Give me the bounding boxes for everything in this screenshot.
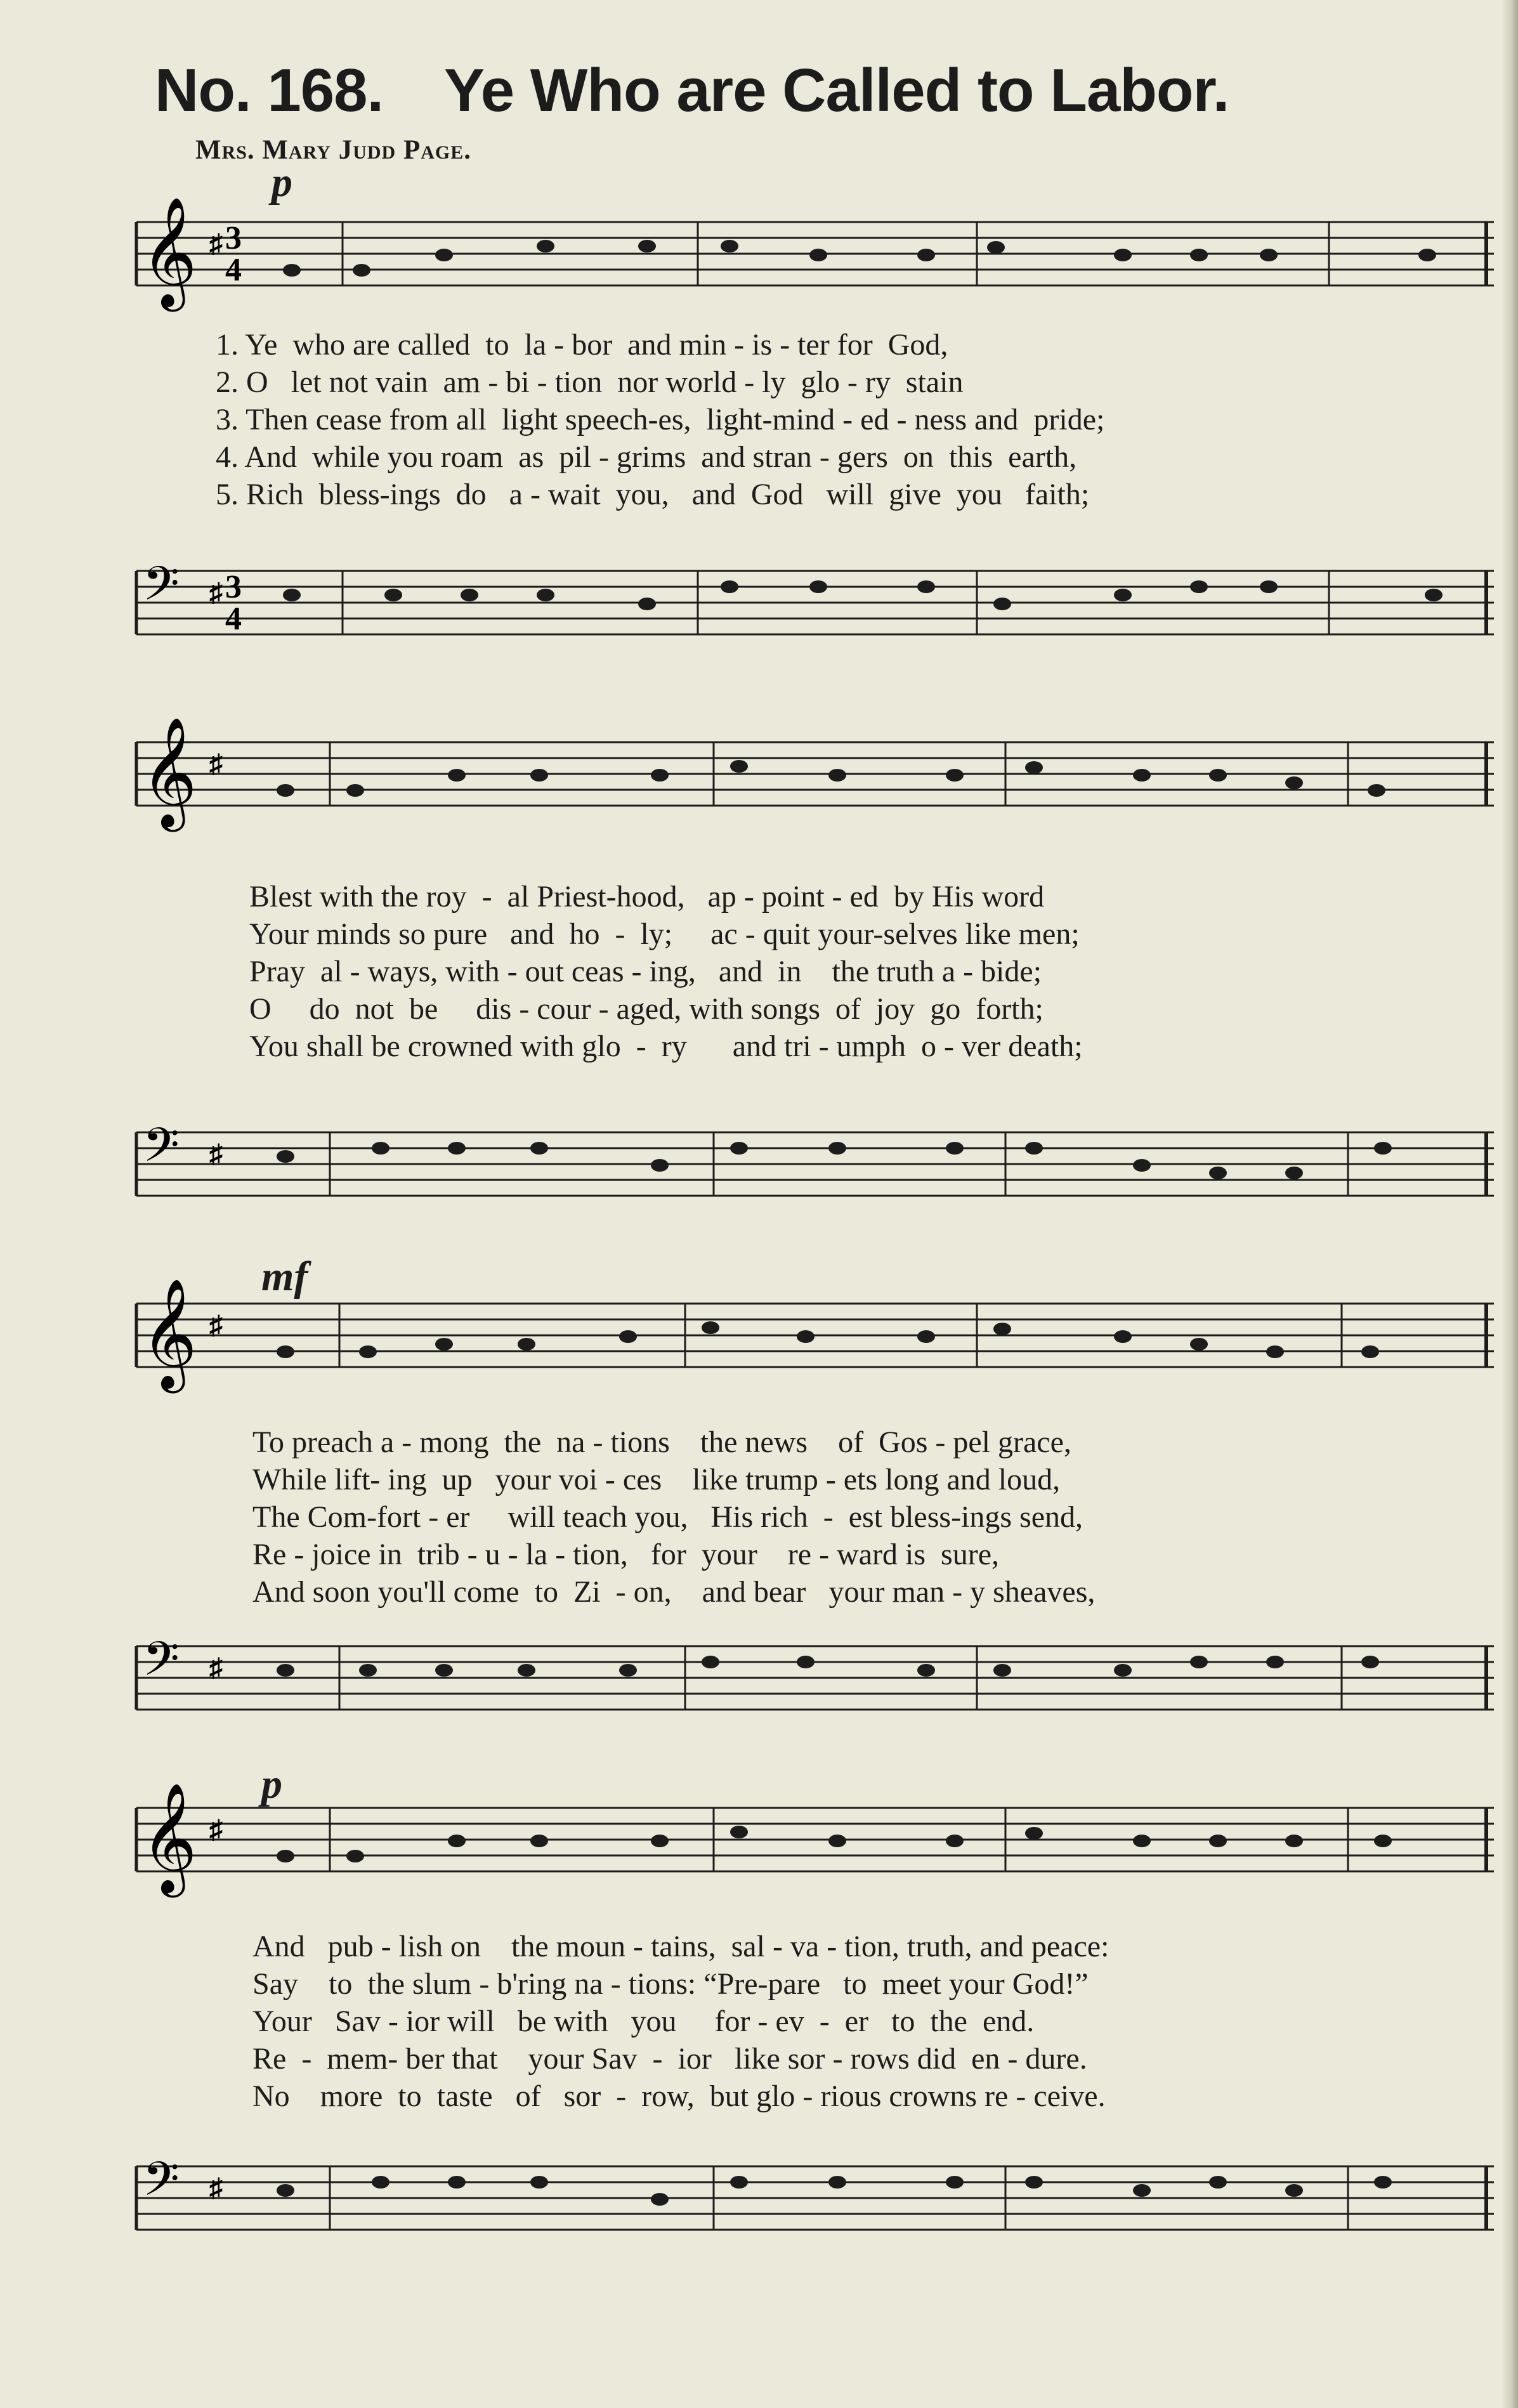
bass-staff-system-2 [0, 1120, 1518, 1215]
svg-text:♯: ♯ [209, 1140, 223, 1169]
svg-text:♯: ♯ [209, 1654, 223, 1683]
lyrics-system-2-verse-2: Your minds so pure and ho - ly; ac - quit your-selves like men; [249, 917, 1080, 951]
svg-text:𝄢: 𝄢 [143, 1118, 180, 1184]
svg-text:𝄞: 𝄞 [141, 1278, 197, 1389]
svg-text:3: 3 [225, 569, 242, 605]
lyrics-system-3-verse-2: While lift- ing up your voi - ces like trump - ets long and loud, [252, 1463, 1061, 1496]
lyrics-system-1-verse-2: 2. O let not vain am - bi - tion nor world - ly glo - ry stain [216, 365, 964, 399]
bass-staff-system-3 [0, 1633, 1518, 1729]
treble-staff-system-2 [0, 717, 1518, 827]
svg-text:4: 4 [225, 601, 242, 637]
svg-text:♯: ♯ [209, 1311, 223, 1340]
lyrics-system-1-verse-1: 1. Ye who are called to la - bor and min - is - ter for God, [216, 328, 948, 362]
svg-text:𝄞: 𝄞 [141, 1783, 197, 1893]
hymn-number: No. 168. [155, 56, 384, 124]
dynamic-marking-mezzo-forte: mf [261, 1253, 308, 1300]
svg-text:♯: ♯ [209, 750, 223, 779]
lyrics-system-2-verse-5: You shall be crowned with glo - ry and tri - umph o - ver death; [249, 1030, 1083, 1063]
svg-text:𝄢: 𝄢 [143, 2152, 180, 2218]
lyrics-system-3-verse-1: To preach a - mong the na - tions the news of Gos - pel grace, [252, 1425, 1071, 1459]
lyrics-system-2-verse-1: Blest with the roy - al Priest-hood, ap - point - ed by His word [249, 880, 1045, 913]
lyrics-system-3-verse-4: Re - joice in trib - u - la - tion, for your re - ward is sure, [252, 1538, 1000, 1571]
lyrics-system-4-verse-5: No more to taste of sor - row, but glo - rious crowns re - ceive. [252, 2079, 1106, 2113]
svg-text:♯: ♯ [209, 1816, 223, 1845]
dynamic-marking-piano: p [261, 1761, 282, 1807]
svg-text:𝄞: 𝄞 [141, 717, 197, 827]
lyrics-system-1-verse-5: 5. Rich bless-ings do a - wait you, and God will give you faith; [216, 478, 1090, 511]
lyrics-system-4-verse-4: Re - mem- ber that your Sav - ior like sor - rows did en - dure. [252, 2042, 1087, 2076]
svg-text:4: 4 [225, 252, 242, 288]
bass-staff-system-1 [0, 558, 1518, 653]
lyrics-system-2-verse-4: O do not be dis - cour - aged, with songs of joy go forth; [249, 992, 1044, 1026]
svg-text:♯: ♯ [209, 2174, 223, 2203]
lyrics-system-4-verse-2: Say to the slum - b'ring na - tions: “Pre-pare to meet your God!” [252, 1967, 1089, 2001]
hymn-author: Mrs. Mary Judd Page. [195, 135, 471, 165]
bass-staff-system-4 [0, 2154, 1518, 2249]
treble-staff-system-1 [0, 197, 1518, 307]
svg-text:♯: ♯ [209, 579, 223, 608]
treble-staff-system-4 [0, 1783, 1518, 1893]
lyrics-system-4-verse-3: Your Sav - ior will be with you for - ev - er to the end. [252, 2005, 1035, 2038]
svg-text:𝄢: 𝄢 [143, 1632, 180, 1698]
dynamic-marking-piano: p [272, 159, 292, 206]
svg-text:3: 3 [225, 220, 242, 256]
lyrics-system-3-verse-3: The Com-fort - er will teach you, His rich - est bless-ings send, [252, 1500, 1083, 1534]
svg-text:𝄞: 𝄞 [141, 197, 197, 307]
lyrics-system-3-verse-5: And soon you'll come to Zi - on, and bear your man - y sheaves, [252, 1575, 1096, 1609]
svg-text:♯: ♯ [209, 230, 223, 259]
lyrics-system-2-verse-3: Pray al - ways, with - out ceas - ing, and in the truth a - bide; [249, 955, 1042, 988]
lyrics-system-1-verse-3: 3. Then cease from all light speech-es, light-mind - ed - ness and pride; [216, 403, 1105, 436]
lyrics-system-1-verse-4: 4. And while you roam as pil - grims and stran - gers on this earth, [216, 440, 1077, 474]
svg-text:𝄢: 𝄢 [143, 556, 180, 623]
treble-staff-system-3 [0, 1278, 1518, 1389]
lyrics-system-4-verse-1: And pub - lish on the moun - tains, sal - va - tion, truth, and peace: [252, 1930, 1109, 1963]
hymn-title: Ye Who are Called to Labor. [444, 56, 1229, 124]
